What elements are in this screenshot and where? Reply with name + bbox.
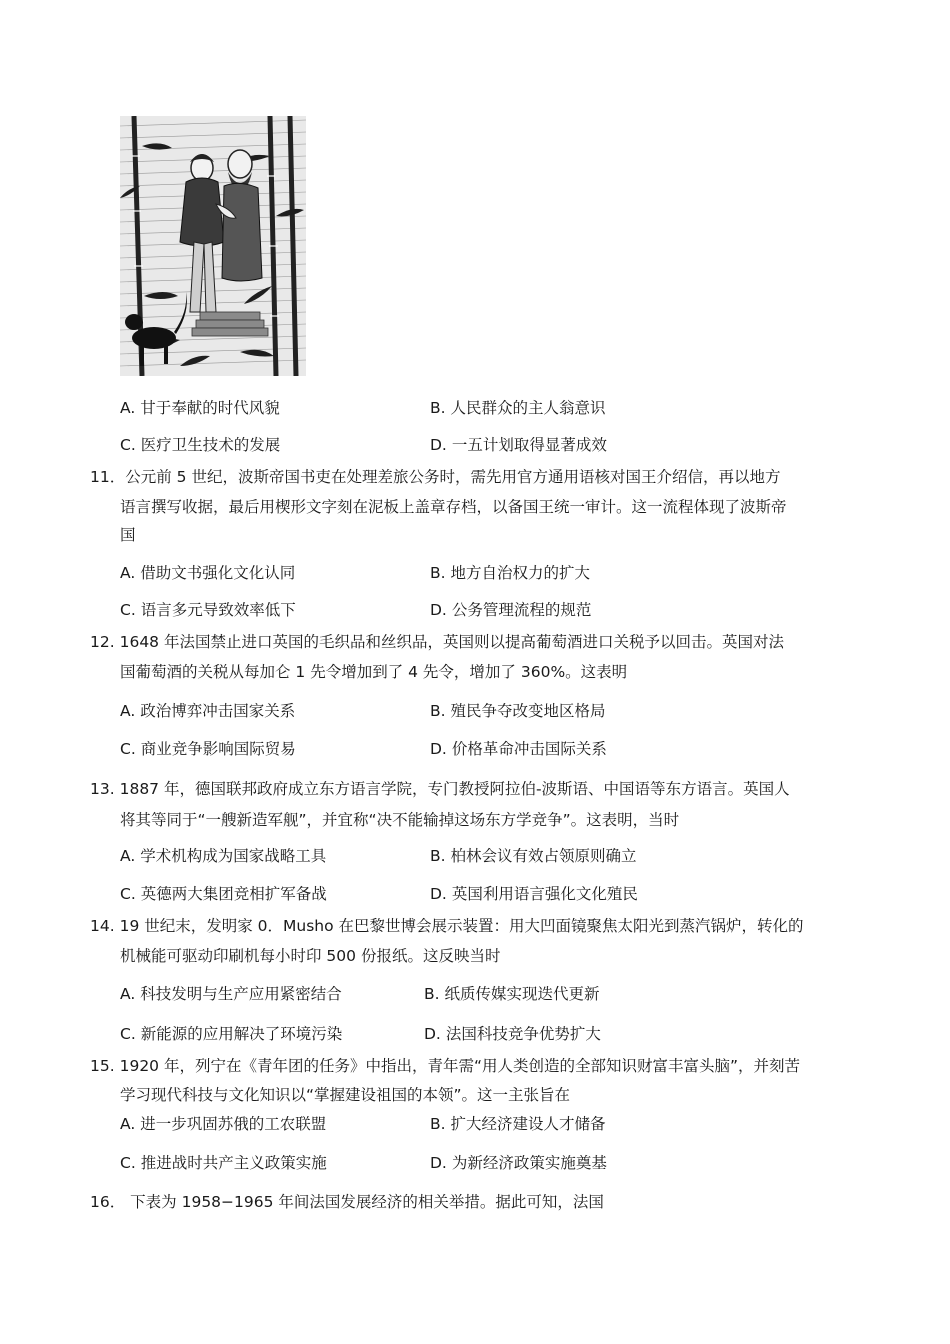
q11-option-d: D. 公务管理流程的规范	[430, 601, 592, 619]
q12-stem-line-1: 12. 1648 年法国禁止进口英国的毛织品和丝织品，英国则以提高葡萄酒进口关税予以回击。英国对法	[90, 633, 784, 651]
q12-option-d: D. 价格革命冲击国际关系	[430, 740, 607, 758]
q14-option-a: A. 科技发明与生产应用紧密结合	[120, 985, 342, 1003]
q13-stem-line-1: 13. 1887 年，德国联邦政府成立东方语言学院，专门教授阿拉伯-波斯语、中国语等东方语言。英国人	[90, 780, 790, 798]
q15-option-c: C. 推进战时共产主义政策实施	[120, 1154, 327, 1172]
q11-stem-line-3: 国	[120, 526, 136, 544]
q14-stem-line-1: 14. 19 世纪末，发明家 0．Musho 在巴黎世博会展示装置：用大凹面镜聚焦太阳光到蒸汽锅炉，转化的	[90, 917, 804, 935]
q13-option-d: D. 英国利用语言强化文化殖民	[430, 885, 638, 903]
q16-stem-line-1: 16． 下表为 1958−1965 年间法国发展经济的相关举措。据此可知，法国	[90, 1193, 604, 1211]
q11-number: 11．	[90, 468, 126, 486]
q10-option-b: B. 人民群众的主人翁意识	[430, 399, 606, 417]
q11-option-b: B. 地方自治权力的扩大	[430, 564, 591, 582]
q13-option-b: B. 柏林会议有效占领原则确立	[430, 847, 637, 865]
q15-option-a: A. 进一步巩固苏俄的工农联盟	[120, 1115, 327, 1133]
q11-stem-line-2: 语言撰写收据，最后用楔形文字刻在泥板上盖章存档，以备国王统一审计。这一流程体现了波斯帝	[120, 498, 787, 516]
q12-stem-line-2: 国葡萄酒的关税从每加仑 1 先令增加到了 4 先令，增加了 360%。这表明	[120, 663, 628, 681]
woodcut-illustration	[120, 116, 306, 376]
q15-stem-line-1: 15. 1920 年，列宁在《青年团的任务》中指出，青年需“用人类创造的全部知识财富丰富头脑”，并刻苦	[90, 1057, 801, 1075]
q12-option-a: A. 政治博弈冲击国家关系	[120, 702, 296, 720]
q14-option-c: C. 新能源的应用解决了环境污染	[120, 1025, 343, 1043]
q12-option-c: C. 商业竞争影响国际贸易	[120, 740, 296, 758]
q14-number: 14.	[90, 917, 115, 935]
q11-option-a: A. 借助文书强化文化认同	[120, 564, 296, 582]
q12-number: 12.	[90, 633, 115, 651]
q13-stem-line-2: 将其等同于“一艘新造军舰”，并宜称“决不能输掉这场东方学竞争”。这表明，当时	[120, 811, 680, 829]
q11-stem-line-1: 11．公元前 5 世纪，波斯帝国书吏在处理差旅公务时，需先用官方通用语核对国王介绍信，再以地方	[90, 468, 781, 486]
q13-number: 13.	[90, 780, 115, 798]
q14-option-b: B. 纸质传媒实现迭代更新	[424, 985, 600, 1003]
q14-stem-line-2: 机械能可驱动印刷机每小时印 500 份报纸。这反映当时	[120, 947, 501, 965]
q10-option-c: C. 医疗卫生技术的发展	[120, 436, 281, 454]
q13-option-a: A. 学术机构成为国家战略工具	[120, 847, 327, 865]
q15-option-d: D. 为新经济政策实施奠基	[430, 1154, 607, 1172]
q11-option-c: C. 语言多元导致效率低下	[120, 601, 296, 619]
q13-option-c: C. 英德两大集团竞相扩军备战	[120, 885, 327, 903]
q10-option-a: A. 甘于奉献的时代风貌	[120, 399, 280, 417]
q15-option-b: B. 扩大经济建设人才储备	[430, 1115, 606, 1133]
q10-option-d: D. 一五计划取得显著成效	[430, 436, 607, 454]
q12-option-b: B. 殖民争夺改变地区格局	[430, 702, 606, 720]
q15-number: 15.	[90, 1057, 115, 1075]
q16-number: 16．	[90, 1193, 126, 1211]
q14-option-d: D. 法国科技竞争优势扩大	[424, 1025, 601, 1043]
q15-stem-line-2: 学习现代科技与文化知识以“掌握建设祖国的本领”。这一主张旨在	[120, 1086, 571, 1104]
